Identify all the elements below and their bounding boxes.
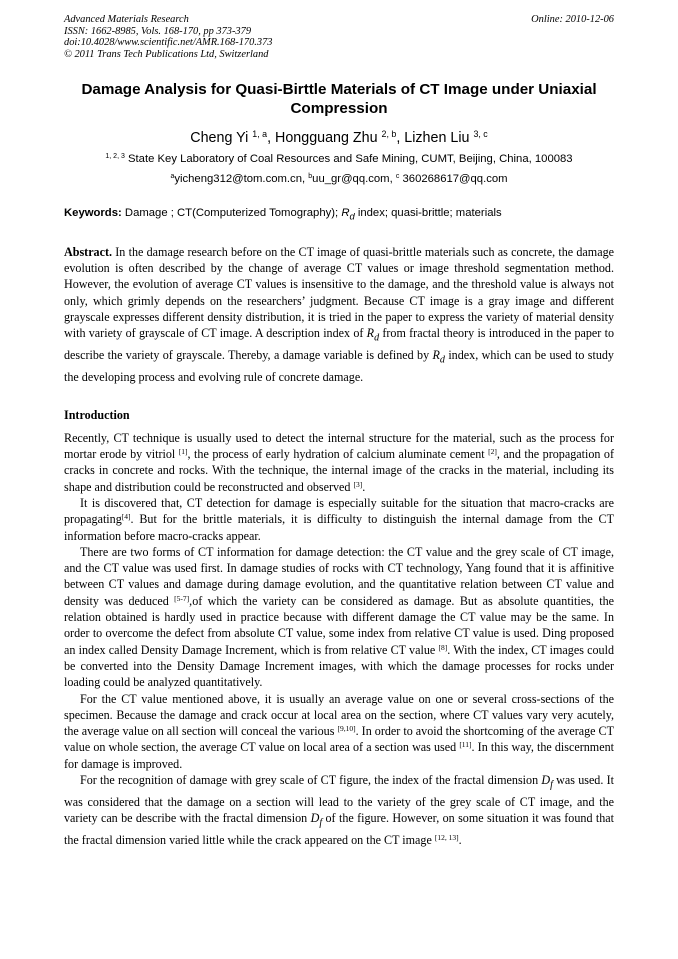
abstract xyxy=(64,244,614,385)
rd-symbol: R xyxy=(366,326,375,341)
author-2: Hongguang Zhu xyxy=(275,130,378,147)
author-emails xyxy=(64,172,614,187)
email-c-sup: c xyxy=(395,173,400,181)
copyright-line: © 2011 Trans Tech Publications Ltd, Switzerland xyxy=(64,48,269,60)
email-b-sup: b xyxy=(308,173,313,181)
rd-symbol: R xyxy=(432,347,440,362)
online-date: Online: 2010-12-06 xyxy=(531,14,614,25)
paragraph-text: Recently, CT technique is usually used to detect the internal structure for the material, such as the process for mortar erode by vitriol xyxy=(64,430,614,462)
citation: [8] xyxy=(438,642,448,652)
abstract-text: In the damage research before on the CT image of quasi-brittle materials such as concrete, the damage evolution is often described by the change of average CT values or image threshold segmentation method. However, the evolution of average CT values is insensitive to the damage, and the threshold value is always not only, which grimly depends on the researchers’ judgment. Because CT image is a gray image and different grayscale expresses different density distribution, it is tried in the paper to express the variety of material density with variety of grayscale of CT image. A description index of xyxy=(64,244,614,341)
email-c: 360268617@qq.com xyxy=(399,173,508,186)
author-separator: , xyxy=(396,130,405,147)
df-subscript: f xyxy=(319,817,323,829)
citation: [9,10] xyxy=(337,724,356,734)
paper-page xyxy=(64,14,614,848)
citation: [1] xyxy=(178,446,188,456)
paragraph-text: ,of which the variety can be considered as damage. But as absolute quantities, the relation obtained is hardly used in practice because with different damage the CT value may be the same. In order to overcome the defect from absolute CT value, some index from relative CT value is used. Ding proposed an index called Density Damage Increment, which is from relative CT value xyxy=(64,593,615,657)
title-line-1: Damage Analysis for Quasi-Birttle Materials of CT Image under Uniaxial xyxy=(81,81,597,99)
citation: [11] xyxy=(459,740,472,750)
paper-title xyxy=(64,80,614,118)
intro-paragraph-5 xyxy=(64,772,614,848)
paragraph-text: . But for the brittle materials, it is difficulty to distinguish the internal damage from the CT information before macro-cracks appear. xyxy=(64,512,614,543)
paragraph-text: For the CT value mentioned above, it is usually an average value on one or several cross-sections of the specimen. Because the damage and crack occur at local area on the section, where CT values vary very acutely, the average value on all section will conceal the various xyxy=(64,691,614,739)
citation: [2] xyxy=(488,446,497,456)
author-3: Lizhen Liu xyxy=(404,130,470,147)
abstract-label: Abstract. xyxy=(64,244,113,259)
affiliation-text: State Key Laboratory of Coal Resources and Safe Mining, CUMT, Beijing, China, 100083 xyxy=(128,153,573,166)
intro-paragraph-3 xyxy=(64,544,614,691)
affiliation-sup: 1, 2, 3 xyxy=(105,153,125,161)
issn-line: ISSN: 1662-8985, Vols. 168-170, pp 373-379 xyxy=(64,25,252,37)
rd-symbol: R xyxy=(341,207,350,220)
introduction-heading: Introduction xyxy=(64,407,130,422)
df-symbol: D xyxy=(541,773,551,788)
paragraph-text: There are two forms of CT information for damage detection: the CT value and the grey scale of CT image, and the CT value was used first. In damage studies of rocks with CT technology, Yang found that it is affinitive between CT values and damage during damage evolution, and the quantitative relation between CT value and density was deduced xyxy=(64,544,614,608)
paragraph-text: It is discovered that, CT detection for damage is especially suitable for the situation that macro-cracks are propagating xyxy=(64,496,614,527)
intro-paragraph-2 xyxy=(64,495,614,544)
paragraph-text: . In this way, the discernment for damage is improved. xyxy=(64,740,614,771)
keywords-label: Keywords: xyxy=(64,207,122,220)
keywords-text: Damage ; CT(Computerized Tomography); xyxy=(121,207,342,220)
paragraph-text: was used. It was considered that the damage on a section will lead to the variety of the grey scale of CT image, and the variety can be describe with the fractal dimension xyxy=(64,773,614,826)
keywords-text: index; quasi-brittle; materials xyxy=(354,207,502,220)
abstract-text: index, which can be used to study the developing process and evolving rule of concrete damage. xyxy=(64,347,614,384)
title-line-2: Compression xyxy=(290,100,388,118)
author-list xyxy=(64,130,614,147)
email-a: yicheng312@tom.com.cn, xyxy=(174,173,309,186)
intro-paragraph-1 xyxy=(64,430,614,495)
author-1-sup: 1, a xyxy=(252,129,268,140)
paragraph-text: . With the index, CT images could be converted into the Density Damage Increment images, with which the damage processes for rocks under loading could be analyzed quantitatively. xyxy=(64,642,614,690)
rd-subscript: d xyxy=(374,332,380,344)
email-b: uu_gr@qq.com, xyxy=(312,173,396,186)
paragraph-text: . xyxy=(362,479,366,494)
affiliation xyxy=(64,152,614,167)
journal-name: Advanced Materials Research xyxy=(64,14,189,25)
paragraph-text: , and the propagation of cracks in concrete and rocks. With the technique, the internal image of the cracks in the material, including its shape and distribution could be reconstructed and observed xyxy=(64,447,614,494)
doi-line: doi:10.4028/www.scientific.net/AMR.168-170.373 xyxy=(64,37,273,49)
rd-subscript: d xyxy=(349,210,355,222)
author-3-sup: 3, c xyxy=(473,129,488,140)
publication-header xyxy=(64,14,614,60)
intro-paragraph-4 xyxy=(64,691,614,772)
paragraph-text: . xyxy=(458,832,462,847)
paragraph-text: of the figure. However, on some situation it was found that the fractal dimension varied little while the crack appeared on the CT image xyxy=(64,811,614,847)
paragraph-text: , the process of early hydration of calcium aluminate cement xyxy=(187,447,489,462)
abstract-text: from fractal theory is introduced in the paper to describe the variety of grayscale. Thereby, a damage variable is defined by xyxy=(64,326,614,362)
rd-subscript: d xyxy=(439,354,445,366)
citation: [5-7] xyxy=(174,593,190,603)
df-subscript: f xyxy=(550,779,553,791)
paragraph-text: . In order to avoid the shortcoming of the average CT value on whole section, the average CT value on local area of a section was used xyxy=(64,724,614,755)
email-a-sup: a xyxy=(170,173,175,181)
paragraph-text: For the recognition of damage with grey scale of CT figure, the index of the fractal dimension xyxy=(80,773,542,788)
author-1: Cheng Yi xyxy=(190,130,249,147)
keywords xyxy=(64,206,614,223)
df-symbol: D xyxy=(310,811,320,826)
citation: [3] xyxy=(353,479,363,489)
citation: [12, 13] xyxy=(434,832,459,842)
citation: [4] xyxy=(121,512,131,522)
author-separator: , xyxy=(267,130,276,147)
author-2-sup: 2, b xyxy=(381,129,397,140)
